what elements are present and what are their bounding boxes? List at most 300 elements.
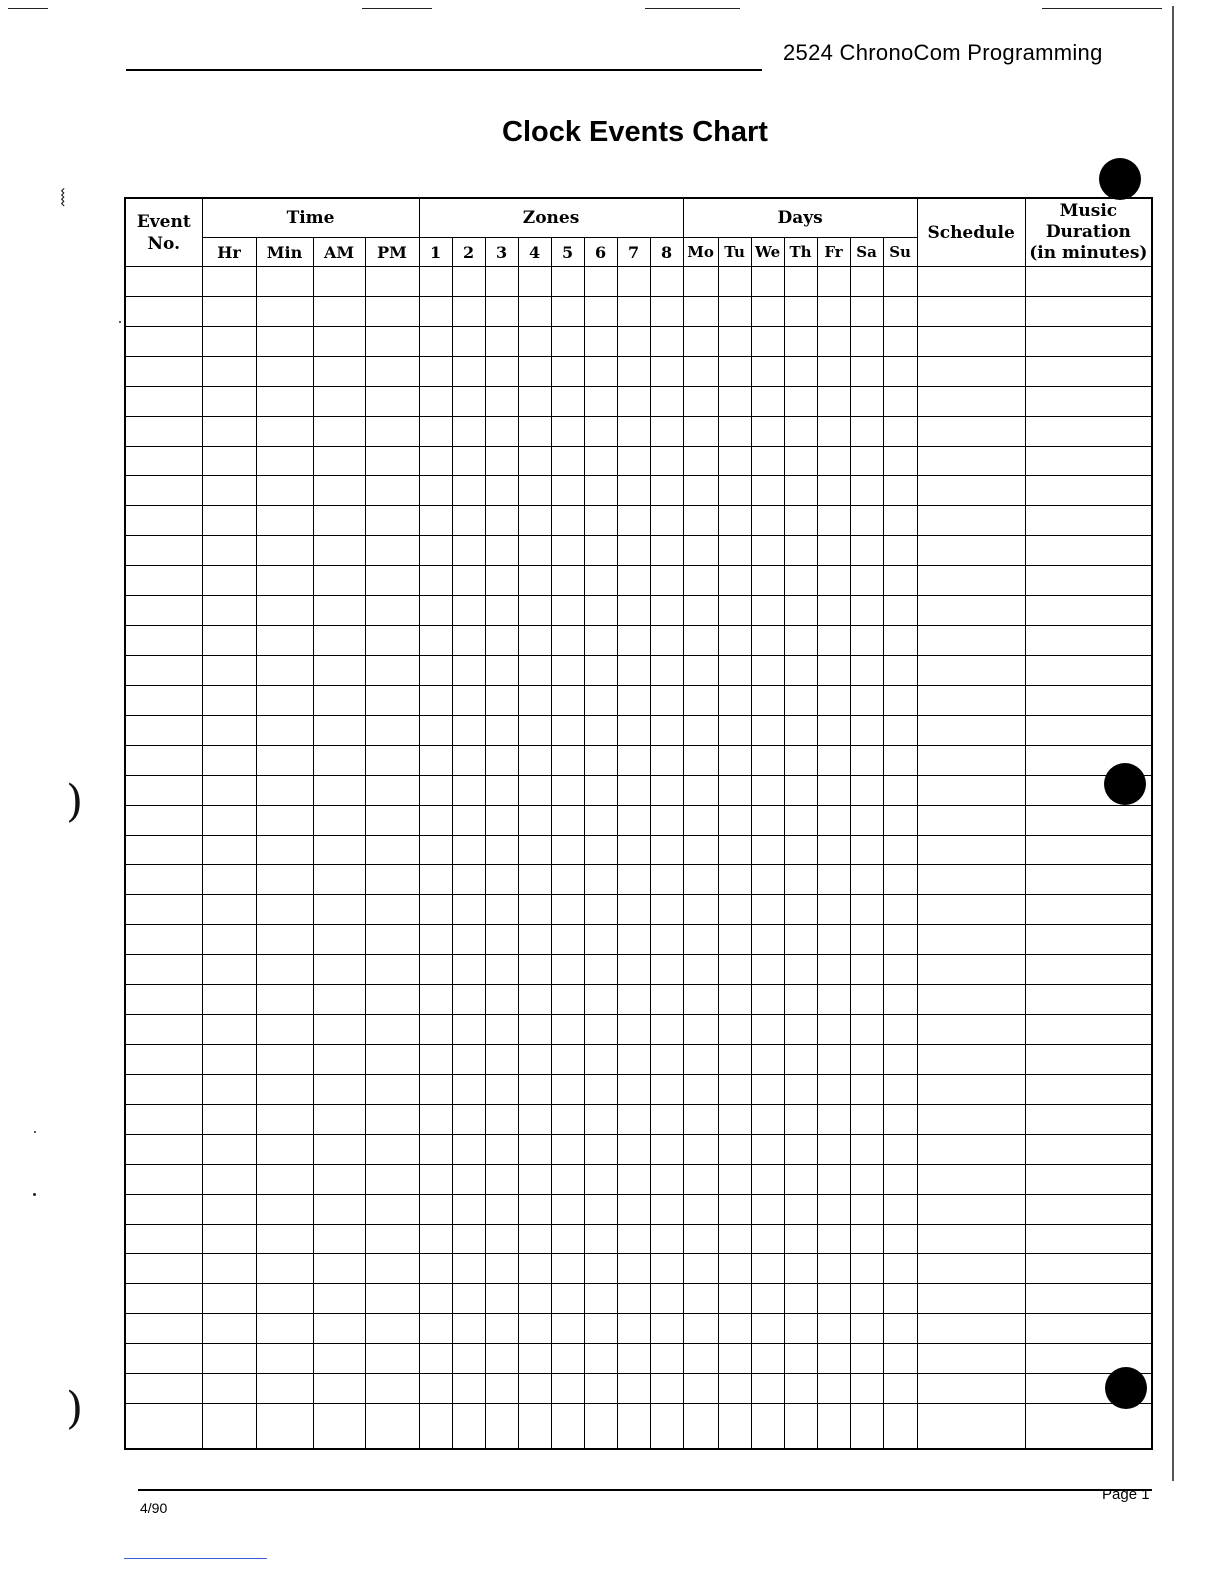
blank-cell	[817, 506, 850, 536]
blank-cell	[683, 476, 718, 506]
blank-cell	[850, 835, 883, 865]
blank-cell	[617, 536, 650, 566]
blank-cell	[850, 326, 883, 356]
blank-cell	[365, 416, 419, 446]
blank-cell	[584, 685, 617, 715]
blank-cell	[850, 1254, 883, 1284]
blank-cell	[419, 1015, 452, 1045]
blank-cell	[751, 1194, 784, 1224]
blank-cell	[452, 745, 485, 775]
blank-cell	[313, 865, 365, 895]
blank-cell	[125, 446, 202, 476]
blank-cell	[452, 1284, 485, 1314]
blank-cell	[683, 1015, 718, 1045]
blank-cell	[683, 1254, 718, 1284]
blank-cell	[419, 1194, 452, 1224]
blank-cell	[551, 715, 584, 745]
blank-cell	[850, 1074, 883, 1104]
blank-cell	[125, 386, 202, 416]
speck	[33, 1193, 36, 1196]
zone-5-header: 5	[551, 238, 584, 267]
blank-cell	[1025, 476, 1152, 506]
blank-cell	[452, 416, 485, 446]
blank-cell	[313, 1044, 365, 1074]
blank-cell	[784, 566, 817, 596]
zone-6-header: 6	[584, 238, 617, 267]
blank-cell	[584, 715, 617, 745]
blank-cell	[817, 1074, 850, 1104]
blank-cell	[518, 1104, 551, 1134]
blank-cell	[365, 446, 419, 476]
blank-cell	[485, 1314, 518, 1344]
music-header-line: Music	[1059, 201, 1118, 221]
blank-cell	[256, 985, 313, 1015]
blank-cell	[313, 296, 365, 326]
blank-cell	[683, 626, 718, 656]
blank-cell	[1025, 865, 1152, 895]
blank-cell	[883, 1074, 917, 1104]
blank-cell	[365, 1254, 419, 1284]
blank-cell	[751, 1404, 784, 1449]
blank-cell	[518, 1164, 551, 1194]
blank-cell	[784, 1044, 817, 1074]
blank-cell	[751, 1134, 784, 1164]
blank-cell	[617, 1074, 650, 1104]
blank-cell	[683, 895, 718, 925]
blank-cell	[850, 685, 883, 715]
music-duration-header	[1025, 198, 1152, 267]
blank-cell	[584, 476, 617, 506]
blank-cell	[518, 1314, 551, 1344]
blank-cell	[751, 296, 784, 326]
blank-cell	[850, 296, 883, 326]
blank-cell	[850, 1374, 883, 1404]
blank-cell	[617, 267, 650, 297]
footer-date: 4/90	[140, 1500, 168, 1516]
blank-cell	[718, 1404, 751, 1449]
blank-cell	[419, 865, 452, 895]
blank-cell	[419, 895, 452, 925]
blank-cell	[551, 267, 584, 297]
blank-cell	[617, 1044, 650, 1074]
blank-cell	[485, 805, 518, 835]
blank-cell	[485, 506, 518, 536]
blank-cell	[584, 835, 617, 865]
blank-cell	[784, 805, 817, 835]
blank-cell	[202, 835, 256, 865]
blank-cell	[883, 386, 917, 416]
blank-cell	[751, 356, 784, 386]
blank-cell	[917, 745, 1025, 775]
blank-cell	[683, 1374, 718, 1404]
blank-cell	[584, 1074, 617, 1104]
blank-cell	[202, 1314, 256, 1344]
blank-cell	[419, 296, 452, 326]
blank-cell	[584, 1015, 617, 1045]
blank-cell	[485, 476, 518, 506]
blank-cell	[883, 985, 917, 1015]
event-row	[125, 1074, 1152, 1104]
blank-cell	[718, 1344, 751, 1374]
blank-cell	[256, 506, 313, 536]
blank-cell	[718, 566, 751, 596]
blank-cell	[1025, 895, 1152, 925]
blank-cell	[883, 326, 917, 356]
blank-cell	[485, 296, 518, 326]
blank-cell	[650, 655, 683, 685]
blank-cell	[551, 626, 584, 656]
blank-cell	[917, 446, 1025, 476]
blank-cell	[452, 1374, 485, 1404]
blank-cell	[452, 865, 485, 895]
blank-cell	[419, 955, 452, 985]
blank-cell	[584, 955, 617, 985]
blank-cell	[683, 596, 718, 626]
blank-cell	[313, 1104, 365, 1134]
blank-cell	[256, 655, 313, 685]
blank-cell	[518, 1134, 551, 1164]
blank-cell	[518, 835, 551, 865]
event-row	[125, 1344, 1152, 1374]
scan-mark	[645, 8, 740, 9]
blank-cell	[883, 865, 917, 895]
blank-cell	[718, 1104, 751, 1134]
blank-cell	[452, 1074, 485, 1104]
event-rows	[125, 267, 1152, 1450]
blank-cell	[751, 566, 784, 596]
blank-cell	[125, 985, 202, 1015]
blank-cell	[125, 1344, 202, 1374]
blank-cell	[683, 1284, 718, 1314]
blank-cell	[718, 655, 751, 685]
blank-cell	[256, 1164, 313, 1194]
blank-cell	[751, 1374, 784, 1404]
blank-cell	[452, 356, 485, 386]
blank-cell	[202, 1194, 256, 1224]
blank-cell	[617, 1104, 650, 1134]
blank-cell	[313, 326, 365, 356]
blank-cell	[883, 685, 917, 715]
blank-cell	[256, 386, 313, 416]
blank-cell	[485, 1224, 518, 1254]
blank-cell	[850, 476, 883, 506]
blank-cell	[617, 895, 650, 925]
blank-cell	[850, 1104, 883, 1134]
blank-cell	[784, 715, 817, 745]
scan-mark	[362, 8, 432, 9]
blank-cell	[419, 1104, 452, 1134]
blank-cell	[1025, 835, 1152, 865]
blank-cell	[784, 1374, 817, 1404]
blank-cell	[313, 805, 365, 835]
blank-cell	[850, 775, 883, 805]
blank-cell	[419, 1164, 452, 1194]
blank-cell	[784, 446, 817, 476]
blank-cell	[202, 536, 256, 566]
blank-cell	[365, 386, 419, 416]
blank-cell	[650, 296, 683, 326]
blank-cell	[485, 1074, 518, 1104]
blank-cell	[683, 1104, 718, 1134]
blank-cell	[650, 775, 683, 805]
blank-cell	[202, 1044, 256, 1074]
blank-cell	[917, 1194, 1025, 1224]
event-row	[125, 1194, 1152, 1224]
blank-cell	[617, 476, 650, 506]
blank-cell	[751, 685, 784, 715]
blank-cell	[683, 1044, 718, 1074]
day-su-header: Su	[883, 238, 917, 267]
blank-cell	[784, 1284, 817, 1314]
blank-cell	[784, 1344, 817, 1374]
blank-cell	[850, 356, 883, 386]
blank-cell	[718, 1284, 751, 1314]
blank-cell	[917, 805, 1025, 835]
blank-cell	[485, 1104, 518, 1134]
blank-cell	[817, 1344, 850, 1374]
blank-cell	[256, 805, 313, 835]
blank-cell	[683, 955, 718, 985]
blank-cell	[718, 1374, 751, 1404]
zone-7-header: 7	[617, 238, 650, 267]
blank-cell	[125, 506, 202, 536]
blank-cell	[917, 476, 1025, 506]
blank-cell	[751, 536, 784, 566]
blank-cell	[1025, 925, 1152, 955]
blank-cell	[485, 925, 518, 955]
blank-cell	[452, 296, 485, 326]
blank-cell	[313, 566, 365, 596]
blank-cell	[751, 835, 784, 865]
blank-cell	[917, 655, 1025, 685]
blank-cell	[883, 805, 917, 835]
blank-cell	[452, 1164, 485, 1194]
blank-cell	[256, 925, 313, 955]
blank-cell	[650, 1194, 683, 1224]
blank-cell	[650, 745, 683, 775]
blank-cell	[365, 1164, 419, 1194]
blank-cell	[365, 955, 419, 985]
blank-cell	[683, 446, 718, 476]
blank-cell	[419, 745, 452, 775]
blank-cell	[365, 1074, 419, 1104]
blank-cell	[365, 1044, 419, 1074]
blank-cell	[850, 506, 883, 536]
blank-cell	[365, 1314, 419, 1344]
blank-cell	[551, 1284, 584, 1314]
blank-cell	[485, 386, 518, 416]
blank-cell	[617, 506, 650, 536]
blank-cell	[365, 715, 419, 745]
blank-cell	[751, 655, 784, 685]
blank-cell	[917, 835, 1025, 865]
blank-cell	[817, 446, 850, 476]
blank-cell	[518, 925, 551, 955]
blank-cell	[518, 1284, 551, 1314]
scan-mark	[1042, 8, 1162, 9]
blank-cell	[551, 805, 584, 835]
blank-cell	[202, 895, 256, 925]
blank-cell	[365, 1374, 419, 1404]
blank-cell	[817, 1224, 850, 1254]
blank-cell	[313, 1374, 365, 1404]
blank-cell	[1025, 1314, 1152, 1344]
header-rule	[126, 69, 762, 71]
blank-cell	[452, 715, 485, 745]
blank-cell	[751, 1015, 784, 1045]
blank-cell	[617, 835, 650, 865]
blank-cell	[125, 955, 202, 985]
zone-4-header: 4	[518, 238, 551, 267]
blank-cell	[452, 1044, 485, 1074]
blank-cell	[883, 446, 917, 476]
blank-cell	[650, 1374, 683, 1404]
blank-cell	[718, 745, 751, 775]
blank-cell	[485, 1134, 518, 1164]
blank-cell	[452, 1104, 485, 1134]
blank-cell	[202, 1254, 256, 1284]
blank-cell	[718, 925, 751, 955]
blank-cell	[551, 895, 584, 925]
blank-cell	[256, 536, 313, 566]
blank-cell	[650, 536, 683, 566]
blank-cell	[617, 805, 650, 835]
blank-cell	[365, 805, 419, 835]
blank-cell	[256, 1224, 313, 1254]
blank-cell	[718, 895, 751, 925]
blank-cell	[751, 416, 784, 446]
blank-cell	[518, 536, 551, 566]
blank-cell	[485, 985, 518, 1015]
blank-cell	[617, 1374, 650, 1404]
blank-cell	[202, 506, 256, 536]
blank-cell	[202, 805, 256, 835]
blank-cell	[784, 1164, 817, 1194]
blank-cell	[551, 1015, 584, 1045]
blank-cell	[202, 566, 256, 596]
blank-cell	[518, 985, 551, 1015]
blank-cell	[202, 1224, 256, 1254]
blank-cell	[883, 1104, 917, 1134]
blank-cell	[751, 775, 784, 805]
blank-cell	[650, 1314, 683, 1344]
blank-cell	[202, 955, 256, 985]
blank-cell	[551, 356, 584, 386]
blank-cell	[419, 715, 452, 745]
blank-cell	[784, 865, 817, 895]
blank-cell	[313, 985, 365, 1015]
blank-cell	[817, 476, 850, 506]
blank-cell	[751, 985, 784, 1015]
blank-cell	[883, 745, 917, 775]
blank-cell	[365, 775, 419, 805]
blank-cell	[850, 536, 883, 566]
blank-cell	[850, 895, 883, 925]
blank-cell	[917, 1044, 1025, 1074]
blank-cell	[365, 1104, 419, 1134]
blank-cell	[817, 566, 850, 596]
blank-cell	[125, 296, 202, 326]
blank-cell	[817, 536, 850, 566]
blank-cell	[518, 506, 551, 536]
blank-cell	[256, 1194, 313, 1224]
blank-cell	[452, 326, 485, 356]
blank-cell	[917, 925, 1025, 955]
blank-cell	[718, 267, 751, 297]
zone-8-header: 8	[650, 238, 683, 267]
event-no-header: Event No.	[125, 198, 202, 267]
scan-underline	[124, 1558, 267, 1559]
blank-cell	[718, 356, 751, 386]
event-row	[125, 326, 1152, 356]
blank-cell	[551, 506, 584, 536]
blank-cell	[551, 1164, 584, 1194]
blank-cell	[518, 566, 551, 596]
blank-cell	[683, 1404, 718, 1449]
blank-cell	[551, 835, 584, 865]
blank-cell	[718, 476, 751, 506]
blank-cell	[313, 1074, 365, 1104]
blank-cell	[617, 715, 650, 745]
blank-cell	[650, 356, 683, 386]
blank-cell	[256, 326, 313, 356]
blank-cell	[125, 1194, 202, 1224]
blank-cell	[313, 925, 365, 955]
blank-cell	[584, 626, 617, 656]
blank-cell	[452, 685, 485, 715]
blank-cell	[202, 1015, 256, 1045]
blank-cell	[718, 506, 751, 536]
event-row	[125, 476, 1152, 506]
blank-cell	[419, 1254, 452, 1284]
blank-cell	[256, 1344, 313, 1374]
blank-cell	[683, 805, 718, 835]
blank-cell	[584, 805, 617, 835]
blank-cell	[751, 1254, 784, 1284]
blank-cell	[485, 1374, 518, 1404]
blank-cell	[850, 955, 883, 985]
event-row	[125, 655, 1152, 685]
blank-cell	[452, 1224, 485, 1254]
blank-cell	[419, 416, 452, 446]
event-row	[125, 1314, 1152, 1344]
blank-cell	[551, 1194, 584, 1224]
blank-cell	[518, 715, 551, 745]
blank-cell	[784, 775, 817, 805]
footer-rule	[138, 1489, 1152, 1491]
blank-cell	[365, 835, 419, 865]
blank-cell	[518, 805, 551, 835]
blank-cell	[551, 925, 584, 955]
time-header: Time	[202, 198, 419, 238]
blank-cell	[817, 655, 850, 685]
blank-cell	[365, 685, 419, 715]
blank-cell	[313, 536, 365, 566]
blank-cell	[584, 1284, 617, 1314]
blank-cell	[313, 955, 365, 985]
blank-cell	[125, 715, 202, 745]
blank-cell	[850, 1344, 883, 1374]
blank-cell	[817, 416, 850, 446]
blank-cell	[817, 955, 850, 985]
blank-cell	[850, 865, 883, 895]
blank-cell	[202, 596, 256, 626]
blank-cell	[817, 1044, 850, 1074]
blank-cell	[518, 1254, 551, 1284]
blank-cell	[718, 1164, 751, 1194]
blank-cell	[1025, 326, 1152, 356]
blank-cell	[365, 267, 419, 297]
